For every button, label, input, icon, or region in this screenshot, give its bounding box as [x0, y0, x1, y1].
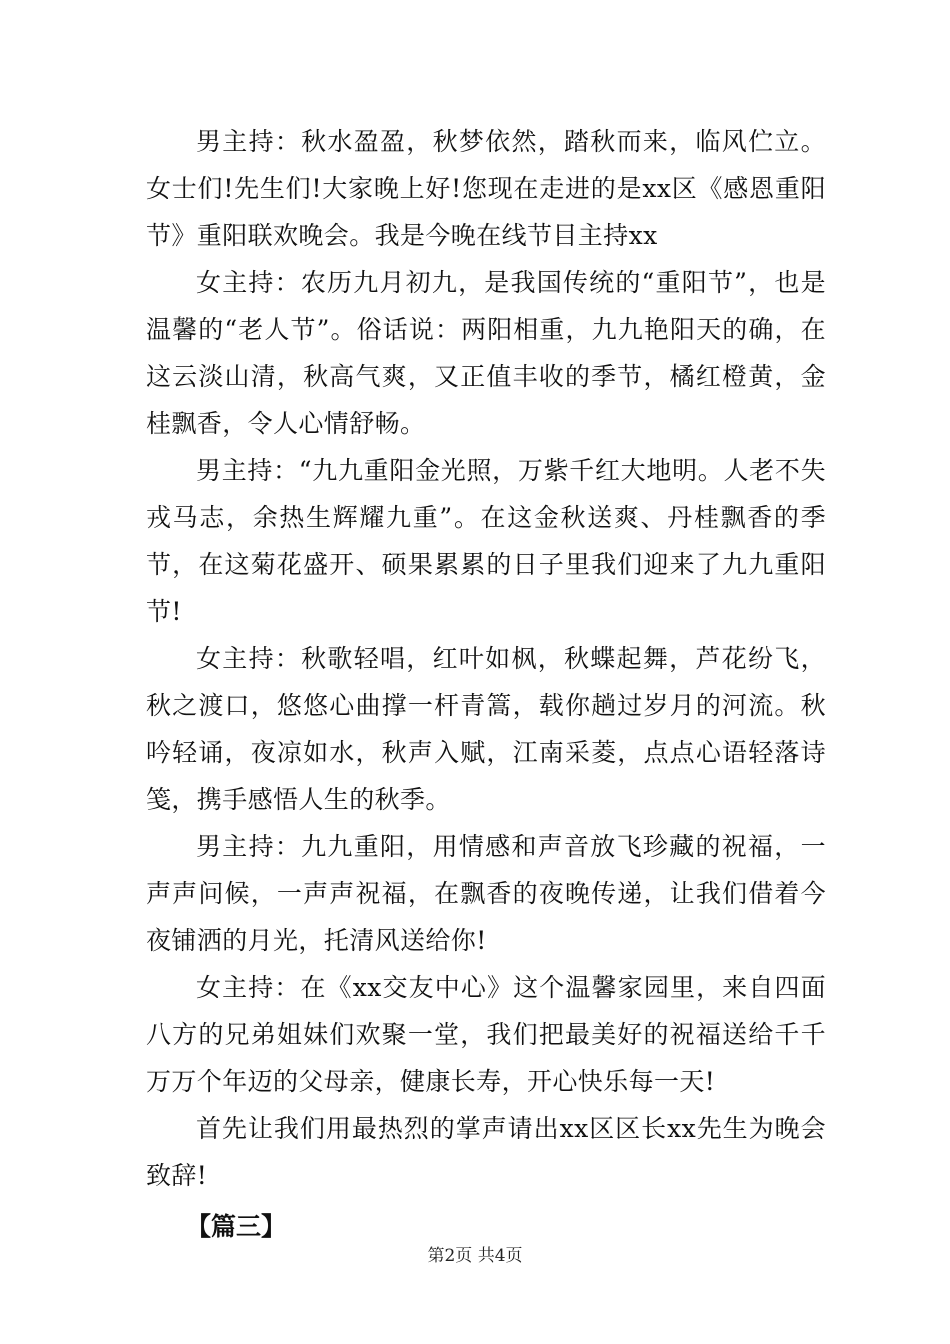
paragraph-male-host-3: 男主持：九九重阳，用情感和声音放飞珍藏的祝福，一声声问候，一声声祝福，在飘香的夜晚传递，让我们借着今夜铺洒的月光，托清风送给你! — [146, 832, 826, 955]
section-heading: 【篇三】 — [186, 1212, 287, 1241]
document-body — [146, 118, 826, 1250]
paragraph-female-host-3: 女主持：在《xx交友中心》这个温馨家园里，来自四面八方的兄弟姐妹们欢聚一堂，我们把最美好的祝福送给千千万万个年迈的父母亲，健康长寿，开心快乐每一天! — [146, 973, 826, 1096]
page-footer: 第2页 共4页 — [427, 1246, 523, 1266]
paragraph-male-host-2: 男主持：“九九重阳金光照，万紫千红大地明。人老不失戎马志，余热生辉耀九重”。在这金秋送爽、丹桂飘香的季节，在这菊花盛开、硕果累累的日子里我们迎来了九九重阳节! — [146, 456, 826, 626]
paragraph-invitation: 首先让我们用最热烈的掌声请出xx区区长xx先生为晚会致辞! — [146, 1114, 826, 1190]
paragraph-female-host-2: 女主持：秋歌轻唱，红叶如枫，秋蝶起舞，芦花纷飞，秋之渡口，悠悠心曲撑一杆青篙，载你趟过岁月的河流。秋吟轻诵，夜凉如水，秋声入赋，江南采菱，点点心语轻落诗笺，携手感悟人生的秋季。 — [146, 644, 826, 814]
paragraph-female-host-1: 女主持：农历九月初九，是我国传统的“重阳节”，也是温馨的“老人节”。俗话说：两阳相重，九九艳阳天的确，在这云淡山清，秋高气爽，又正值丰收的季节，橘红橙黄，金桂飘香，令人心情舒畅。 — [146, 268, 826, 438]
paragraph-male-host-opening: 男主持：秋水盈盈，秋梦依然，踏秋而来，临风伫立。女士们!先生们!大家晚上好!您现在走进的是xx区《感恩重阳节》重阳联欢晚会。我是今晚在线节目主持xx — [146, 127, 826, 250]
